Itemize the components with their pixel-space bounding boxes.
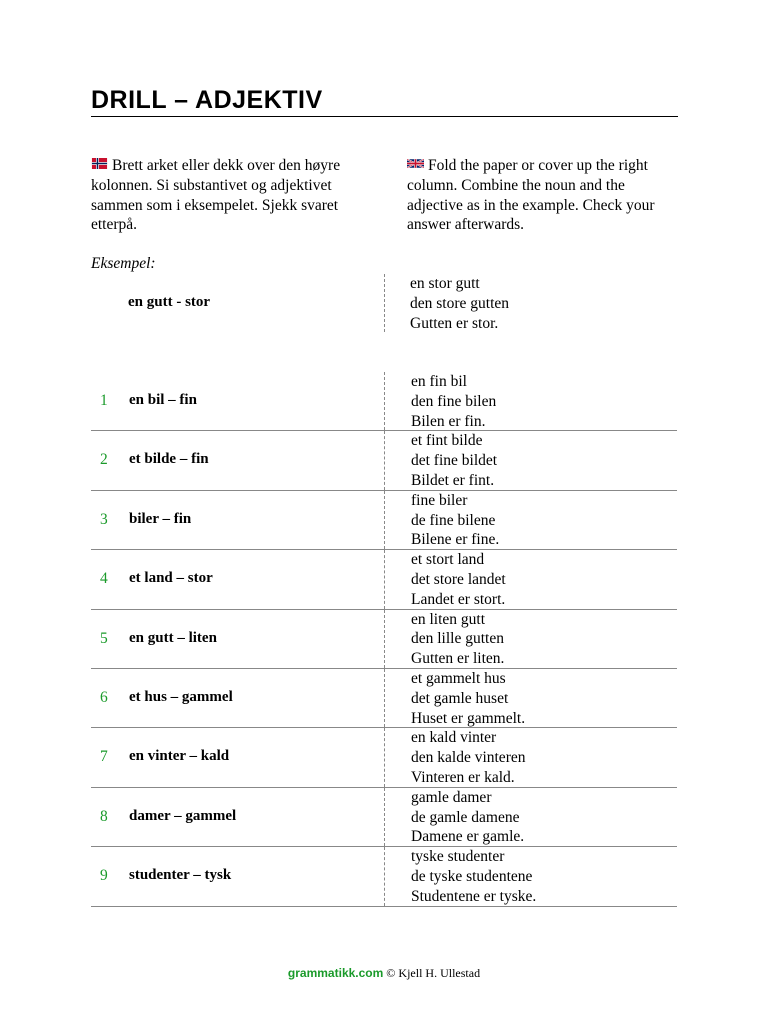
- answer-line: tyske studenter: [411, 848, 505, 866]
- exercise-answer: [411, 491, 499, 550]
- exercise-prompt: biler – fin: [129, 510, 192, 527]
- answer-line: Gutten er liten.: [411, 650, 505, 668]
- intro-norwegian-text: Brett arket eller dekk over den høyre kolonnen. Si substantivet og adjektivet sammen som i eksempelet. Sjekk svaret etterpå.: [91, 157, 341, 234]
- exercise-prompt: en gutt – liten: [129, 629, 217, 646]
- answer-line: det fine bildet: [411, 452, 498, 470]
- answer-line: et gammelt hus: [411, 669, 506, 687]
- answer-line: den kalde vinteren: [411, 749, 526, 767]
- answer-line: Vinteren er kald.: [411, 768, 515, 786]
- column-divider: [384, 610, 385, 668]
- exercise-answer: [411, 431, 497, 490]
- column-divider: [384, 550, 385, 608]
- answer-line: Studentene er tyske.: [411, 887, 537, 905]
- answer-line: gamle damer: [411, 788, 492, 806]
- exercise-row: [91, 728, 677, 787]
- exercise-prompt: et land – stor: [129, 570, 213, 587]
- answer-line: den fine bilen: [411, 392, 497, 410]
- column-divider: [384, 372, 385, 430]
- title-rule: [91, 116, 678, 117]
- exercise-answer: [411, 669, 525, 728]
- answer-line: et stort land: [411, 551, 485, 569]
- exercise-row: [91, 550, 677, 609]
- answer-line: Huset er gammelt.: [411, 709, 526, 727]
- exercise-prompt: et hus – gammel: [129, 688, 233, 705]
- uk-flag-icon: [407, 158, 424, 169]
- footer-credit: © Kjell H. Ullestad: [386, 966, 481, 980]
- column-divider: [384, 431, 385, 489]
- exercise-number: 2: [100, 451, 108, 469]
- exercise-answer: [411, 847, 536, 906]
- exercise-row: [91, 610, 677, 669]
- page-title: DRILL – ADJEKTIV: [91, 86, 323, 114]
- answer-line: den lille gutten: [411, 630, 504, 648]
- exercise-prompt: et bilde – fin: [129, 451, 209, 468]
- footer-brand-link[interactable]: grammatikk.com: [287, 966, 384, 980]
- exercise-row: [91, 372, 677, 431]
- answer-line: en liten gutt: [411, 610, 486, 628]
- exercise-row: [91, 788, 677, 847]
- exercise-number: 9: [100, 867, 108, 885]
- example-answer: [410, 274, 509, 333]
- answer-line: de fine bilene: [411, 511, 496, 529]
- answer-line: fine biler: [411, 491, 468, 509]
- exercise-row: [91, 431, 677, 490]
- column-divider: [384, 788, 385, 846]
- exercise-prompt: en bil – fin: [129, 392, 197, 408]
- intro-english: [407, 156, 682, 235]
- example-answer-line: den store gutten: [410, 294, 510, 312]
- answer-line: det store landet: [411, 570, 506, 588]
- column-divider: [384, 728, 385, 786]
- page-footer: [0, 966, 768, 981]
- exercise-answer: [411, 372, 496, 431]
- answer-line: en kald vinter: [411, 729, 497, 747]
- exercise-number: 3: [100, 510, 108, 528]
- answer-line: det gamle huset: [411, 689, 509, 707]
- exercise-answer: [411, 728, 525, 787]
- answer-line: Bilene er fine.: [411, 531, 500, 549]
- example-prompt: en gutt - stor: [128, 294, 211, 310]
- answer-line: Bildet er fint.: [411, 471, 495, 489]
- exercise-number: 1: [100, 392, 108, 409]
- exercise-answer: [411, 788, 524, 847]
- example-answer-line: Gutten er stor.: [410, 314, 499, 332]
- intro-norwegian: [91, 156, 361, 235]
- example-label: Eksempel:: [91, 255, 156, 272]
- intro-english-text: Fold the paper or cover up the right column. Combine the noun and the adjective as in the example. Check your answer afterwards.: [407, 157, 655, 234]
- norway-flag-icon: [91, 158, 108, 169]
- exercise-number: 7: [100, 748, 108, 766]
- exercise-table: [91, 372, 677, 907]
- answer-line: et fint bilde: [411, 432, 483, 450]
- answer-line: Damene er gamle.: [411, 828, 525, 846]
- column-divider: [384, 669, 385, 727]
- exercise-number: 6: [100, 688, 108, 706]
- exercise-number: 4: [100, 570, 108, 588]
- exercise-row: [91, 491, 677, 550]
- answer-line: de tyske studentene: [411, 867, 533, 885]
- exercise-answer: [411, 610, 504, 669]
- answer-line: en fin bil: [411, 373, 467, 390]
- answer-line: Landet er stort.: [411, 590, 506, 608]
- column-divider: [384, 847, 385, 905]
- example-divider: [384, 274, 385, 332]
- answer-line: Bilen er fin.: [411, 412, 486, 430]
- exercise-prompt: damer – gammel: [129, 807, 237, 824]
- answer-line: de gamle damene: [411, 808, 520, 826]
- exercise-prompt: studenter – tysk: [129, 867, 232, 884]
- exercise-answer: [411, 550, 506, 609]
- exercise-prompt: en vinter – kald: [129, 748, 230, 765]
- exercise-number: 5: [100, 629, 108, 647]
- exercise-row: [91, 847, 677, 906]
- exercise-number: 8: [100, 807, 108, 825]
- example-answer-line: en stor gutt: [410, 275, 480, 292]
- exercise-row: [91, 669, 677, 728]
- column-divider: [384, 491, 385, 549]
